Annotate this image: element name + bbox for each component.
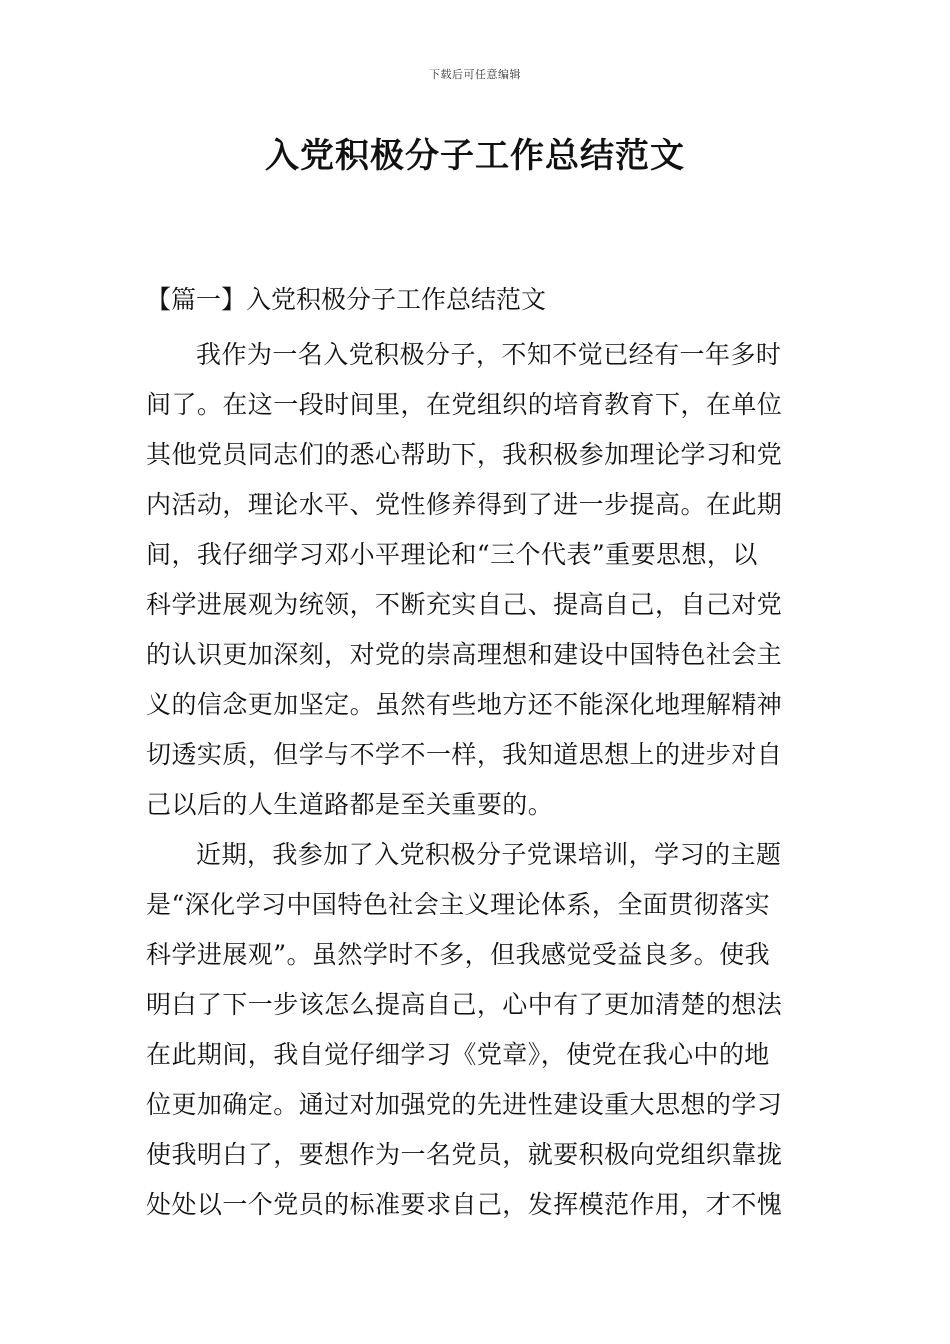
document-title: 入党积极分子工作总结范文 — [265, 136, 685, 176]
paragraph-line: 内活动，理论水平、党性修养得到了进一步提高。在此期 — [146, 490, 783, 519]
paragraph-line: 己以后的人生道路都是至关重要的。 — [146, 790, 554, 819]
paragraph-line: 是“深化学习中国特色社会主义理论体系，全面贯彻落实 — [146, 890, 771, 919]
section-heading: 【篇一】入党积极分子工作总结范文 — [146, 285, 547, 314]
paragraph-line: 处处以一个党员的标准要求自己，发挥模范作用，才不愧 — [146, 1190, 783, 1219]
document-body — [146, 280, 806, 1230]
header-note: 下载后可任意编辑 — [429, 68, 521, 81]
paragraph-line: 位更加确定。通过对加强党的先进性建设重大思想的学习 — [146, 1090, 783, 1119]
paragraph-line: 使我明白了，要想作为一名党员，就要积极向党组织靠拢 — [146, 1140, 783, 1169]
paragraph-line: 间，我仔细学习邓小平理论和“三个代表”重要思想，以 — [146, 540, 758, 569]
paragraph-line: 的认识更加深刻，对党的崇高理想和建设中国特色社会主 — [146, 640, 783, 669]
paragraph-line: 其他党员同志们的悉心帮助下，我积极参加理论学习和党 — [146, 440, 783, 469]
paragraph-line: 在此期间，我自觉仔细学习《党章》，使党在我心中的地 — [146, 1040, 770, 1069]
paragraph-line: 近期，我参加了入党积极分子党课培训，学习的主题 — [196, 840, 782, 869]
paragraph-line: 科学进展观为统领，不断充实自己、提高自己，自己对党 — [146, 590, 783, 619]
paragraph — [146, 830, 806, 1230]
paragraph — [146, 330, 806, 830]
paragraph-line: 科学进展观”。虽然学时不多，但我感觉受益良多。使我 — [146, 940, 771, 969]
paragraph-line: 间了。在这一段时间里，在党组织的培育教育下，在单位 — [146, 390, 783, 419]
paragraph-line: 我作为一名入党积极分子，不知不觉已经有一年多时 — [196, 340, 782, 369]
paragraph-line: 切透实质，但学与不学不一样，我知道思想上的进步对自 — [146, 740, 783, 769]
paragraph-line: 明白了下一步该怎么提高自己，心中有了更加清楚的想法 — [146, 990, 783, 1019]
paragraph-line: 义的信念更加坚定。虽然有些地方还不能深化地理解精神 — [146, 690, 783, 719]
